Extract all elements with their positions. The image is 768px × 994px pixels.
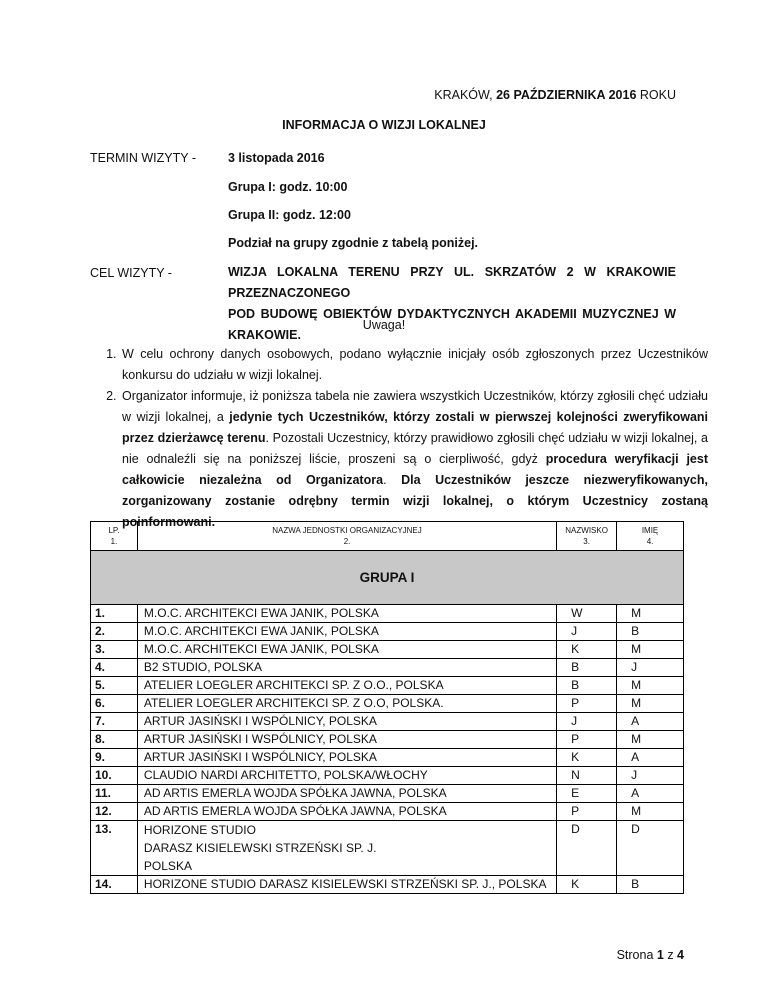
row-number: 10. [91, 767, 138, 785]
row-surname-initial: D [557, 821, 617, 876]
row-number: 6. [91, 695, 138, 713]
purpose-text [228, 262, 676, 346]
row-organization-line: DARASZ KISIELEWSKI STRZEŃSKI SP. J. [143, 841, 377, 855]
purpose-line-2: POD BUDOWĘ OBIEKTÓW DYDAKTYCZNYCH AKADEMII MUZYCZNEJ W KRAKOWIE. [228, 307, 676, 342]
table-row [91, 677, 684, 695]
group-row [91, 551, 684, 605]
row-number: 8. [91, 731, 138, 749]
row-surname-initial: B [557, 659, 617, 677]
row-surname-initial: P [557, 731, 617, 749]
row-surname-initial: K [557, 749, 617, 767]
row-number: 9. [91, 749, 138, 767]
page-title: INFORMACJA O WIZJI LOKALNEJ [282, 118, 486, 132]
row-number: 13. [91, 821, 138, 876]
row-number: 11. [91, 785, 138, 803]
row-number: 7. [91, 713, 138, 731]
table-body [91, 605, 684, 894]
row-organization: ARTUR JASIŃSKI I WSPÓLNICY, POLSKA [137, 713, 556, 731]
row-number: 3. [91, 641, 138, 659]
row-surname-initial: K [557, 641, 617, 659]
header-lp: LP. 1. [91, 522, 138, 551]
table-row [91, 749, 684, 767]
row-organization: CLAUDIO NARDI ARCHITETTO, POLSKA/WŁOCHY [137, 767, 556, 785]
split-note: Podział na grupy zgodnie z tabelą poniżej. [228, 236, 479, 250]
row-organization: ARTUR JASIŃSKI I WSPÓLNICY, POLSKA [137, 749, 556, 767]
row-surname-initial: E [557, 785, 617, 803]
table-row [91, 623, 684, 641]
row-surname-initial: P [557, 803, 617, 821]
row-name-initial: A [617, 785, 684, 803]
row-number: 5. [91, 677, 138, 695]
row-organization: ATELIER LOEGLER ARCHITEKCI SP. Z O.O, POLSKA. [137, 695, 556, 713]
row-name-initial: B [617, 876, 684, 894]
table-row [91, 821, 684, 876]
row-surname-initial: J [557, 623, 617, 641]
row-organization: M.O.C. ARCHITEKCI EWA JANIK, POLSKA [137, 623, 556, 641]
participants-table [90, 521, 684, 894]
table-row [91, 605, 684, 623]
row-organization: M.O.C. ARCHITEKCI EWA JANIK, POLSKA [137, 605, 556, 623]
group1-time: Grupa I: godz. 10:00 [228, 180, 348, 194]
row-number: 12. [91, 803, 138, 821]
row-name-initial: B [617, 623, 684, 641]
row-organization: B2 STUDIO, POLSKA [137, 659, 556, 677]
row-organization: ARTUR JASIŃSKI I WSPÓLNICY, POLSKA [137, 731, 556, 749]
row-organization: HORIZONE STUDIO DARASZ KISIELEWSKI STRZEŃSKI SP. J., POLSKA [137, 876, 556, 894]
row-surname-initial: N [557, 767, 617, 785]
row-name-initial: M [617, 605, 684, 623]
row-name-initial: A [617, 713, 684, 731]
table-row [91, 713, 684, 731]
row-name-initial: J [617, 659, 684, 677]
row-name-initial: M [617, 803, 684, 821]
row-surname-initial: K [557, 876, 617, 894]
purpose-label: CEL WIZYTY - [90, 266, 172, 280]
row-name-initial: A [617, 749, 684, 767]
row-name-initial: M [617, 641, 684, 659]
visit-date: 3 listopada 2016 [228, 151, 325, 165]
row-organization [137, 821, 556, 876]
row-number: 4. [91, 659, 138, 677]
group2-time: Grupa II: godz. 12:00 [228, 208, 351, 222]
header-org: NAZWA JEDNOSTKI ORGANIZACYJNEJ 2. [137, 522, 556, 551]
row-surname-initial: B [557, 677, 617, 695]
row-number: 1. [91, 605, 138, 623]
table-header-row [91, 522, 684, 551]
row-number: 14. [91, 876, 138, 894]
row-name-initial: M [617, 731, 684, 749]
group-title: GRUPA I [91, 551, 684, 605]
row-name-initial: J [617, 767, 684, 785]
notice-heading: Uwaga! [362, 318, 406, 332]
table-row [91, 731, 684, 749]
table-row [91, 659, 684, 677]
term-label: TERMIN WIZYTY - [90, 151, 197, 165]
header-name: IMIĘ 4. [617, 522, 684, 551]
row-surname-initial: P [557, 695, 617, 713]
row-surname-initial: J [557, 713, 617, 731]
table-row [91, 803, 684, 821]
table-row [91, 641, 684, 659]
table-row [91, 785, 684, 803]
row-name-initial: D [617, 821, 684, 876]
table-row [91, 695, 684, 713]
purpose-line-1: WIZJA LOKALNA TERENU PRZY UL. SKRZATÓW 2 W KRAKOWIE PRZEZNACZONEGO [228, 265, 676, 300]
table-row [91, 767, 684, 785]
row-organization: AD ARTIS EMERLA WOJDA SPÓŁKA JAWNA, POLSKA [137, 785, 556, 803]
row-organization: M.O.C. ARCHITEKCI EWA JANIK, POLSKA [137, 641, 556, 659]
row-organization: ATELIER LOEGLER ARCHITEKCI SP. Z O.O., POLSKA [137, 677, 556, 695]
table-row [91, 876, 684, 894]
notice-list [90, 344, 708, 533]
row-organization: AD ARTIS EMERLA WOJDA SPÓŁKA JAWNA, POLSKA [137, 803, 556, 821]
page-footer: Strona 1 z 4 [616, 948, 684, 962]
row-number: 2. [91, 623, 138, 641]
notice-item-2: 2. Organizator informuje, iż poniższa tabela nie zawiera wszystkich Uczestników, którzy zgłosili chęć udziału w wizji lokalnej, a jedynie tych Uczestników, którzy zostali w pierwszej kolejności zweryfikowani przez dzierżawcę terenu. Pozostali Uczestnicy, którzy prawidłowo zgłosili chęć udziału w wizji lokalnej, a nie odnaleźli się na poniższej liście, proszeni są o cierpliwość, gdyż procedura weryfikacji jest całkowicie niezależna od Organizatora. Dla Uczestników jeszcze niezweryfikowanych, zorganizowany zostanie odrębny termin wizji lokalnej, o którym Uczestnicy zostaną poinformowani. [120, 386, 708, 533]
header-date: KRAKÓW, 26 PAŹDZIERNIKA 2016 ROKU [434, 88, 676, 102]
row-name-initial: M [617, 695, 684, 713]
header-surname: NAZWISKO 3. [557, 522, 617, 551]
notice-item-1: 1. W celu ochrony danych osobowych, podano wyłącznie inicjały osób zgłoszonych przez Uczestników konkursu do udziału w wizji lokalnej. [120, 344, 708, 386]
row-surname-initial: W [557, 605, 617, 623]
row-organization-line: HORIZONE STUDIO [143, 823, 256, 837]
row-organization-line: POLSKA [143, 859, 192, 873]
row-name-initial: M [617, 677, 684, 695]
